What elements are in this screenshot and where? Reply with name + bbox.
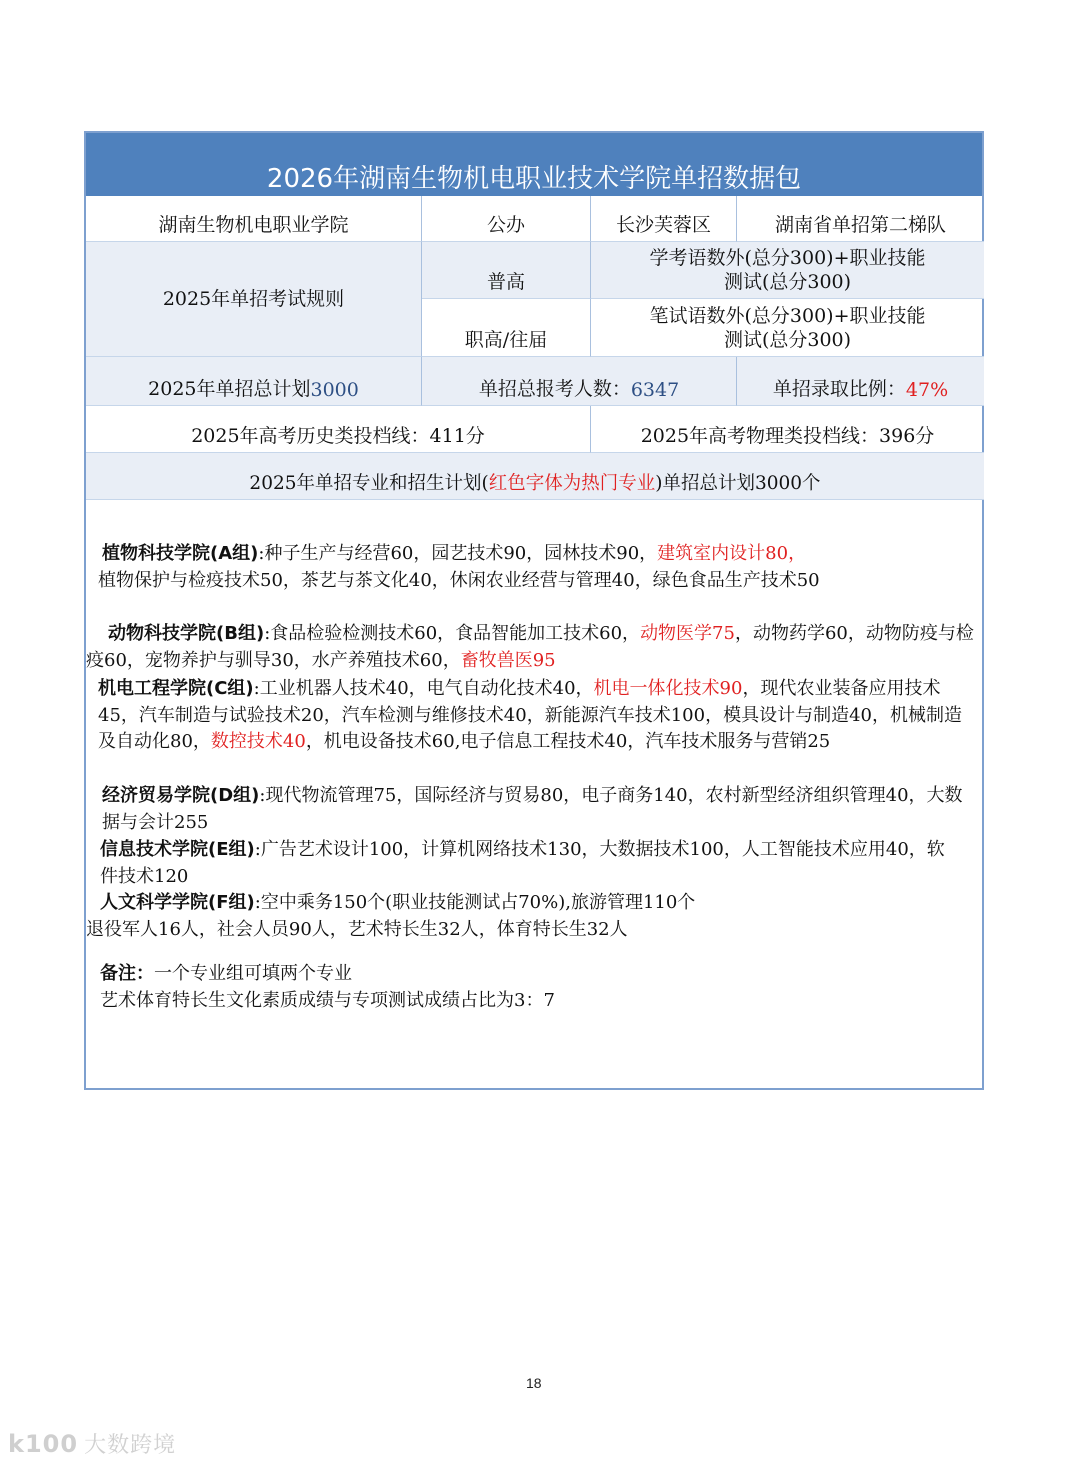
plan-header-highlight: 红色字体为热门专业	[488, 473, 656, 494]
data-sheet	[84, 131, 984, 1090]
exam-rule-line: 测试(总分300)	[723, 328, 852, 351]
location-cell	[591, 196, 737, 242]
college-b-entry	[86, 621, 984, 674]
majors-text: :空中乘务150个(职业技能测试占70%),旅游管理110个	[254, 892, 696, 913]
majors-text: :现代物流管理75，国际经济与贸易80，电子商务140，农村新型经济组织管理40，大数据与会计255	[102, 785, 963, 833]
plan-header-suffix: )单招总计划3000个	[655, 473, 821, 494]
exam-rule-line: 笔试语数外(总分300)+职业技能	[649, 304, 926, 327]
college-name: 人文科学学院(F组)	[100, 892, 255, 913]
notes-line: 艺术体育特长生文化素质成绩与专项测试成绩占比为3：7	[100, 989, 555, 1011]
college-name: 植物科技学院(A组)	[102, 543, 259, 564]
majors-text: :食品检验检测技术60，食品智能加工技术60，	[264, 623, 641, 644]
notes-line: 一个专业组可填两个专业	[154, 963, 352, 984]
notes-label: 备注：	[100, 963, 154, 984]
college-name: 机电工程学院(C组)	[98, 678, 254, 699]
admission-ratio-value: 47%	[905, 379, 949, 401]
notes	[100, 961, 970, 1014]
college-e-entry	[100, 837, 950, 890]
exam-rule-cell	[591, 242, 984, 299]
school-type-cell	[422, 196, 591, 242]
majors-text: 植物保护与检疫技术50，茶艺与茶文化40，休闲农业经营与管理40，绿色食品生产技术50	[98, 569, 820, 591]
admission-ratio-cell	[737, 357, 984, 406]
hot-major: 畜牧兽医95	[460, 649, 556, 671]
applicants-cell	[422, 357, 737, 406]
exam-category-cell	[422, 299, 591, 357]
school-name-cell	[86, 196, 422, 242]
college-f-entry	[100, 890, 980, 917]
college-name: 动物科技学院(B组)	[108, 623, 265, 644]
school-type: 公办	[486, 214, 525, 236]
college-a-entry	[98, 541, 972, 594]
school-name: 湖南生物机电职业学院	[158, 214, 349, 236]
location: 长沙芙蓉区	[615, 214, 711, 236]
hot-major: 机电一体化技术90	[593, 678, 743, 699]
tier-cell	[737, 196, 984, 242]
special-quota	[86, 917, 976, 944]
plan-header-cell	[86, 453, 984, 500]
majors-text: :广告艺术设计100，计算机网络技术130，大数据技术100，人工智能技术应用40，软件技术120	[100, 839, 945, 887]
exam-category-cell	[422, 242, 591, 299]
watermark	[8, 1428, 176, 1459]
watermark-logo-icon: k100	[8, 1429, 79, 1458]
history-cutoff: 2025年高考历史类投档线：411分	[191, 425, 485, 447]
sheet-title: 2026年湖南生物机电职业技术学院单招数据包	[266, 164, 802, 194]
exam-rules-label-cell	[86, 242, 422, 357]
exam-rule-line: 学考语数外(总分300)+职业技能	[649, 247, 926, 269]
physics-cutoff: 2025年高考物理类投档线：396分	[640, 425, 935, 447]
exam-rule-line: 测试(总分300)	[723, 271, 852, 293]
hot-major: 数控技术40	[210, 731, 306, 752]
college-d-entry	[102, 783, 972, 836]
exam-category-regular: 普高	[486, 271, 525, 293]
tier: 湖南省单招第二梯队	[774, 214, 946, 236]
page-number: 18	[526, 1375, 542, 1391]
college-c-entry	[98, 676, 978, 756]
applicants-label: 单招总报考人数：	[478, 378, 631, 400]
majors-text: :工业机器人技术40，电气自动化技术40，	[253, 678, 594, 699]
exam-category-vocational: 职高/往届	[464, 329, 548, 351]
admission-ratio-label: 单招录取比例：	[772, 378, 906, 400]
physics-cutoff-cell	[591, 406, 984, 453]
exam-rule-cell	[591, 299, 984, 357]
college-name: 经济贸易学院(D组)	[102, 785, 260, 806]
hot-major: 建筑室内设计80，	[657, 543, 807, 564]
majors-text: :种子生产与经营60，园艺技术90，园林技术90，	[258, 543, 658, 564]
total-plan-label: 2025年单招总计划	[148, 378, 311, 400]
college-name: 信息技术学院(E组)	[100, 839, 255, 860]
majors-text: ，机电设备技术60,电子信息工程技术40，汽车技术服务与营销25	[305, 731, 831, 752]
total-plan-value: 3000	[310, 379, 359, 401]
watermark-text: 大数跨境	[84, 1433, 177, 1458]
sheet-title-bar	[86, 133, 982, 196]
plan-header-prefix: 2025年单招专业和招生计划(	[249, 473, 489, 494]
special-quota-text: 退役军人16人，社会人员90人，艺术特长生32人，体育特长生32人	[86, 919, 628, 940]
majors-text: ，动物药学60，动物防疫与检疫60，宠物养护与驯导30，水产养殖技术60，	[86, 623, 974, 671]
hot-major: 动物医学75	[640, 623, 735, 644]
applicants-value: 6347	[630, 379, 680, 401]
total-plan-cell	[86, 357, 422, 406]
exam-rules-label: 2025年单招考试规则	[162, 287, 345, 310]
history-cutoff-cell	[86, 406, 591, 453]
majors-text: ，现代农业装备应用技术45，汽车制造与试验技术20，汽车检测与维修技术40，新能源汽车技术100，模具设计与制造40，机械制造及自动化80，	[98, 678, 962, 752]
